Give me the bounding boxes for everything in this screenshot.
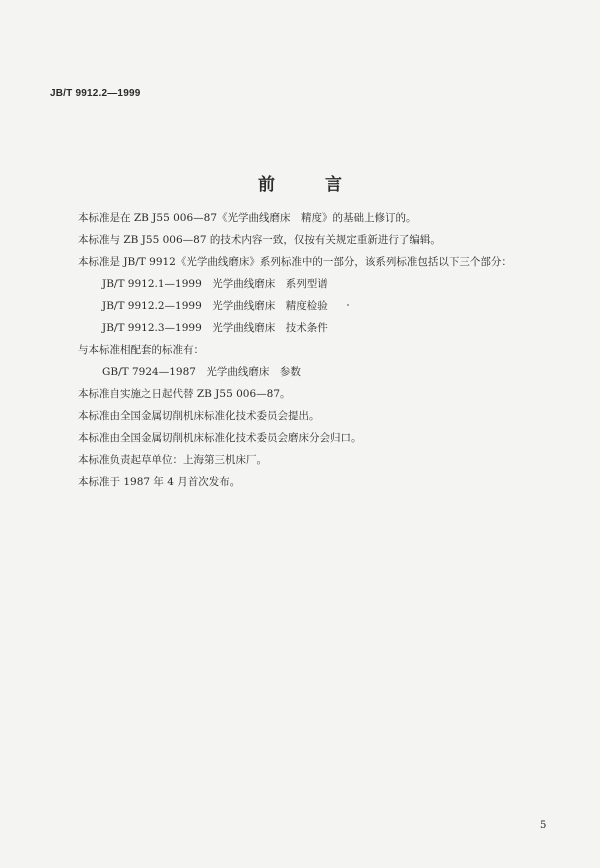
series-part-1: JB/T 9912.1—1999 光学曲线磨床 系列型谱 [102, 278, 328, 290]
series-part-3: JB/T 9912.3—1999 光学曲线磨床 技术条件 [102, 322, 328, 334]
paragraph-companion-standards: 与本标准相配套的标准有： [78, 344, 204, 356]
companion-standard-gb: GB/T 7924—1987 光学曲线磨床 参数 [102, 366, 301, 378]
paragraph-technical-content: 本标准与 ZB J55 006—87 的技术内容一致，仅按有关规定重新进行了编辑。 [78, 234, 441, 246]
scan-speck [347, 304, 349, 306]
paragraph-proposed-by: 本标准由全国金属切削机床标准化技术委员会提出。 [78, 410, 320, 422]
page-title: 前 言 [258, 175, 364, 195]
paragraph-revision-basis: 本标准是在 ZB J55 006—87《光学曲线磨床 精度》的基础上修订的。 [78, 212, 417, 224]
standard-code-header: JB/T 9912.2—1999 [50, 88, 141, 99]
paragraph-series-intro: 本标准是 JB/T 9912《光学曲线磨床》系列标准中的一部分，该系列标准包括以下三个部分： [78, 256, 512, 268]
paragraph-replaces: 本标准自实施之日起代替 ZB J55 006—87。 [78, 388, 291, 400]
page-number: 5 [540, 820, 547, 831]
paragraph-under-jurisdiction: 本标准由全国金属切削机床标准化技术委员会磨床分会归口。 [78, 432, 362, 444]
series-part-2: JB/T 9912.2—1999 光学曲线磨床 精度检验 [102, 300, 328, 312]
paragraph-first-issued: 本标准于 1987 年 4 月首次发布。 [78, 476, 241, 488]
paragraph-drafting-unit: 本标准负责起草单位：上海第三机床厂。 [78, 454, 267, 466]
